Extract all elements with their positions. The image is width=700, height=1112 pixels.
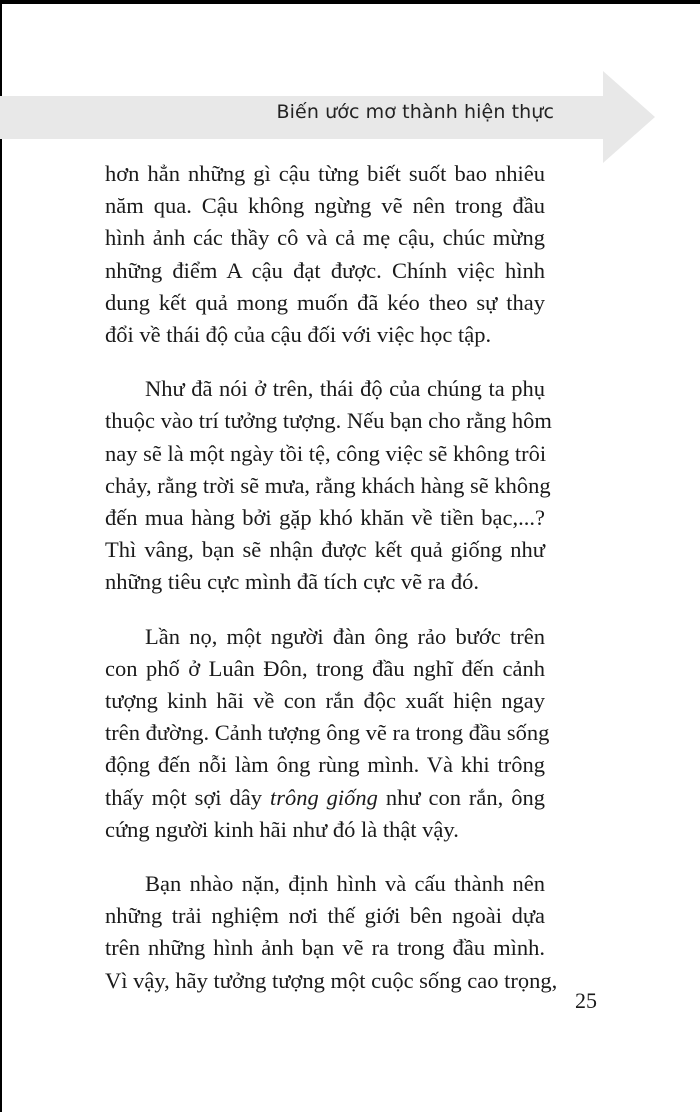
text-line: Thì vâng, bạn sẽ nhận được kết quả giống như — [105, 537, 545, 563]
italic-emphasis: trông giống — [269, 784, 378, 810]
text-line: nay sẽ là một ngày tồi tệ, công việc sẽ không trôi — [105, 440, 547, 466]
text-line: đổi về thái độ của cậu đối với việc học tập. — [105, 322, 492, 348]
text-line: Lần nọ, một người đàn ông rảo bước trên — [145, 623, 545, 649]
text-line: Bạn nhào nặn, định hình và cấu thành nên — [145, 871, 545, 897]
page-border-top — [0, 0, 700, 4]
page-border-left — [0, 0, 2, 1112]
chapter-title: Biến ước mơ thành hiện thực — [276, 101, 554, 123]
text-line: hơn hẳn những gì cậu từng biết suốt bao nhiêu — [105, 161, 545, 186]
chapter-header-arrow — [0, 71, 660, 163]
text-line: năm qua. Cậu không ngừng vẽ nên trong đầu — [105, 193, 545, 219]
text-line: cứng người kinh hãi như đó là thật vậy. — [105, 816, 459, 842]
text-line: trên đường. Cảnh tượng ông vẽ ra trong đầu sống — [105, 720, 550, 746]
text-line: thuộc vào trí tưởng tượng. Nếu bạn cho rằng hôm — [105, 408, 552, 434]
text-line: con phố ở Luân Đôn, trong đầu nghĩ đến cảnh — [105, 655, 545, 681]
paragraph-3 — [105, 621, 550, 846]
text-line: chảy, rằng trời sẽ mưa, rằng khách hàng sẽ không — [105, 472, 551, 498]
page-number: 25 — [575, 988, 597, 1013]
text-segment: thấy một sợi dây — [105, 784, 270, 810]
paragraph-1 — [105, 158, 545, 351]
text-line: những tiêu cực mình đã tích cực vẽ ra đó. — [105, 569, 479, 595]
text-line: Vì vậy, hãy tưởng tượng một cuộc sống cao trọng, — [105, 967, 558, 993]
text-line: trên những hình ảnh bạn vẽ ra trong đầu mình. — [105, 935, 545, 961]
text-line: đến mua hàng bởi gặp khó khăn về tiền bạc,...? — [105, 505, 545, 531]
body-text — [105, 158, 558, 997]
text-line: dung kết quả mong muốn đã kéo theo sự thay — [105, 289, 545, 315]
text-line: hình ảnh các thầy cô và cả mẹ cậu, chúc mừng — [105, 225, 545, 251]
text-line-with-italic — [105, 782, 545, 814]
text-line: tượng kinh hãi về con rắn độc xuất hiện ngay — [105, 688, 545, 714]
text-line: những trải nghiệm nơi thế giới bên ngoài dựa — [105, 903, 545, 929]
text-line: động đến nỗi làm ông rùng mình. Và khi trông — [105, 752, 545, 778]
paragraph-2 — [105, 373, 552, 598]
text-segment: như con rắn, ông — [377, 784, 545, 810]
text-line: Như đã nói ở trên, thái độ của chúng ta phụ — [145, 376, 545, 402]
text-line: những điểm A cậu đạt được. Chính việc hình — [105, 257, 545, 283]
paragraph-4 — [105, 868, 558, 997]
